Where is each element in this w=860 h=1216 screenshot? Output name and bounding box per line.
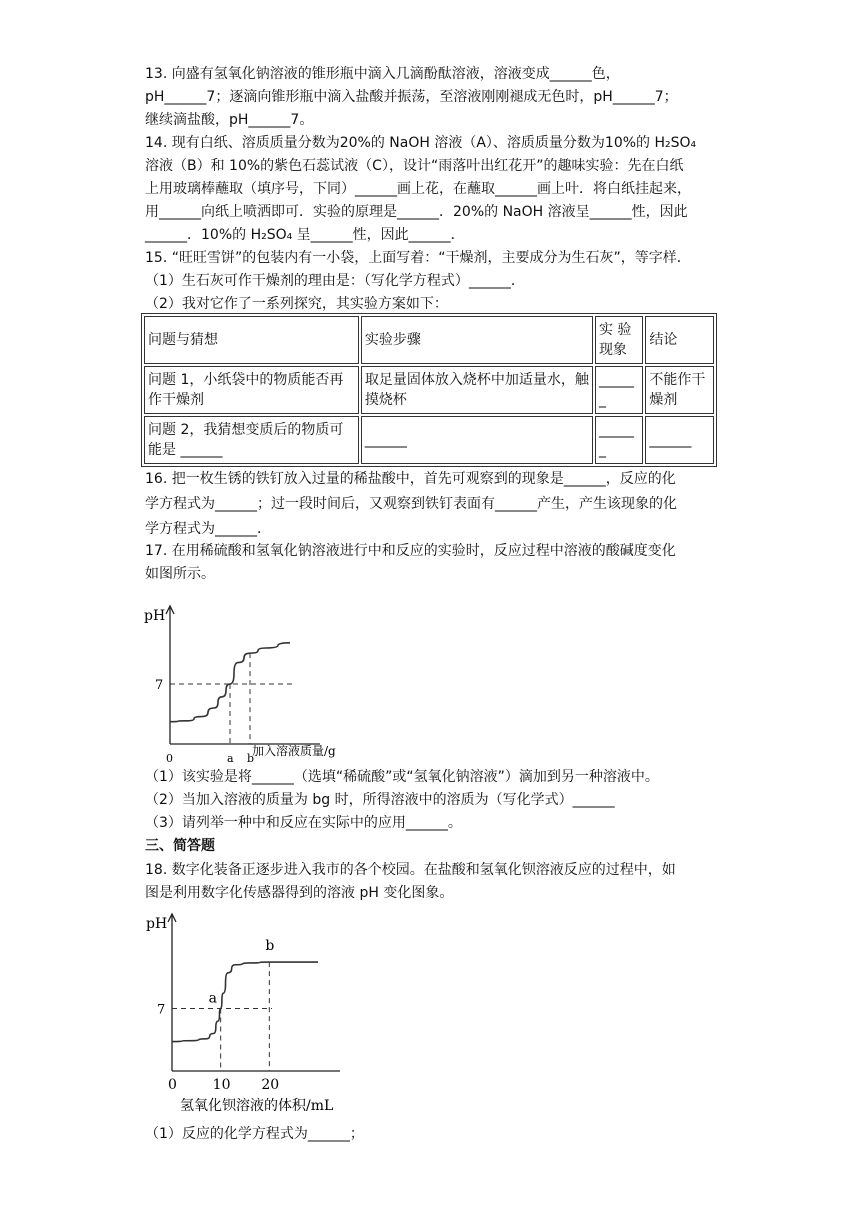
q18-line-1: 18. 数字化装备正逐步进入我市的各个校园。在盐酸和氢氧化钡溶液反应的过程中，如 xyxy=(145,862,676,878)
q16-line-3: 学方程式为______． xyxy=(145,521,271,537)
q15-line-1: 15. “旺旺雪饼”的包装内有一小袋，上面写着：“干燥剂，主要成分为生石灰”，等字样． xyxy=(145,250,691,266)
q15-sub-2: （2）我对它作了一系列探究，其实验方案如下： xyxy=(145,296,448,312)
q14-line-2: 溶液（B）和 10%的紫色石蕊试液（C），设计“雨落叶出红花开”的趣味实验：先在白纸 xyxy=(145,158,684,174)
point-label-a: a xyxy=(208,990,218,1007)
ph-chart-1 xyxy=(140,596,370,762)
q17-sub-2: （2）当加入溶液的质量为 bg 时，所得溶液中的溶质为（写化学式）______ xyxy=(145,792,615,808)
y-axis-label: pH xyxy=(146,916,168,932)
q13-line-2: pH______7；逐滴向锥形瓶中滴入盐酸并振荡，至溶液刚刚褪成无色时，pH______7； xyxy=(145,89,678,105)
q14-line-4: 用______向纸上喷洒即可．实验的原理是______．20%的 NaOH 溶液呈______性，因此 xyxy=(145,204,688,220)
x-axis-label: 加入溶液质量/g xyxy=(252,744,336,758)
q18-sub-1: （1）反应的化学方程式为______； xyxy=(145,1126,364,1142)
table-cell: ______ xyxy=(645,416,714,464)
point-label-b: b xyxy=(265,938,275,955)
experiment-table xyxy=(141,313,717,467)
table-row xyxy=(144,416,714,464)
q17-line-1: 17. 在用稀硫酸和氢氧化钠溶液进行中和反应的实验时，反应过程中溶液的酸碱度变化 xyxy=(145,543,676,559)
q16-line-2: 学方程式为______；过一段时间后，又观察到铁钉表面有______产生，产生该现象的化 xyxy=(145,496,677,512)
table-header-cell: 结论 xyxy=(645,316,714,364)
ph7-tick-label: 7 xyxy=(157,1002,166,1018)
q17-sub-3: （3）请列举一种中和反应在实际中的应用______。 xyxy=(145,815,462,831)
x-tick-label: 0 xyxy=(168,1077,177,1093)
x-tick-label: 20 xyxy=(261,1077,280,1093)
q16-line-1: 16. 把一枚生锈的铁钉放入过量的稀盐酸中，首先可观察到的现象是______，反应的化 xyxy=(145,471,676,487)
table-cell: 问题 2，我猜想变质后的物质可能是 ______ xyxy=(144,416,359,464)
q13-line-1: 13. 向盛有氢氧化钠溶液的锥形瓶中滴入几滴酚酞溶液，溶液变成______色， xyxy=(145,66,620,82)
q14-line-5: ______．10%的 H₂SO₄ 呈______性，因此______． xyxy=(145,227,465,243)
ph7-tick-label: 7 xyxy=(155,678,164,693)
ph-curve xyxy=(170,643,290,722)
q13-line-3: 继续滴盐酸，pH______7。 xyxy=(145,112,314,128)
table-header-row xyxy=(144,316,714,364)
table-header-cell: 问题与猜想 xyxy=(144,316,359,364)
section-heading: 三、简答题 xyxy=(145,838,215,854)
x-tick-label: 0 xyxy=(166,752,173,762)
table-cell: 取足量固体放入烧杯中加适量水，触摸烧杯 xyxy=(361,366,593,414)
q17-sub-1: （1）该实验是将______（选填“稀硫酸”或“氢氧化钠溶液”）滴加到另一种溶液中。 xyxy=(145,769,659,785)
q14-line-1: 14. 现有白纸、溶质质量分数为20%的 NaOH 溶液（A）、溶质质量分数为10%的 H₂SO₄ xyxy=(145,135,697,151)
q14-line-3: 上用玻璃棒蘸取（填序号，下同）______画上花，在蘸取______画上叶．将白纸挂起来， xyxy=(145,181,691,197)
y-axis-label: pH xyxy=(144,608,166,624)
table-cell: 问题 1，小纸袋中的物质能否再作干燥剂 xyxy=(144,366,359,414)
ph-chart-2 xyxy=(140,906,370,1118)
table-row xyxy=(144,366,714,414)
table-header-cell: 实验步骤 xyxy=(361,316,593,364)
q15-sub-1: （1）生石灰可作干燥剂的理由是：（写化学方程式）______． xyxy=(145,273,525,289)
ph-curve xyxy=(172,962,318,1041)
table-cell: _____ _ xyxy=(595,416,643,464)
table-cell: _____ _ xyxy=(595,366,643,414)
table-cell: 不能作干燥剂 xyxy=(645,366,714,414)
table-header-cell: 实 验 现象 xyxy=(595,316,643,364)
x-tick-label: b xyxy=(247,752,255,762)
table-cell: ______ xyxy=(361,416,593,464)
q17-line-2: 如图所示。 xyxy=(145,566,215,582)
x-tick-label: a xyxy=(227,752,234,762)
x-tick-label: 10 xyxy=(212,1077,231,1093)
x-axis-label: 氢氧化钡溶液的体积/mL xyxy=(180,1098,334,1114)
q18-line-2: 图是利用数字化传感器得到的溶液 pH 变化图象。 xyxy=(145,885,454,901)
